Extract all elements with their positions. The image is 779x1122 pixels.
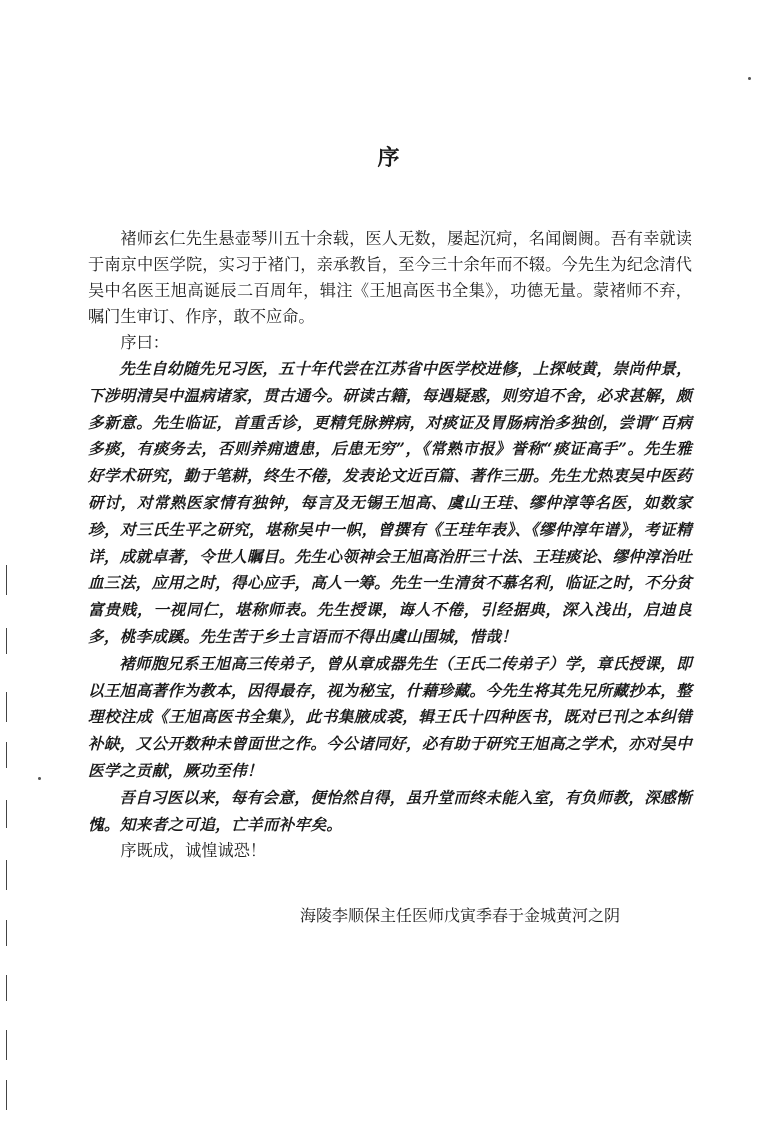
- scan-edge-mark: [6, 742, 7, 768]
- scan-edge-mark: [6, 628, 7, 654]
- scan-edge-mark: [6, 920, 7, 946]
- scan-edge-mark: [6, 1080, 7, 1110]
- paragraph-intro: 褚师玄仁先生悬壶琴川五十余载，医人无数，屡起沉疴，名闻阛阓。吾有幸就读于南京中医学院，实习于褚门，亲承教旨，至今三十余年而不辍。今先生为纪念清代吴中名医王旭高诞辰二百周年，辑注《王旭高医书全集》，功德无量。蒙褚师不弃，嘱门生审订、作序，敢不应命。: [88, 229, 692, 326]
- preface-body: [88, 226, 692, 864]
- scan-edge-mark: [6, 860, 7, 890]
- paragraph-biography: 先生自幼随先兄习医，五十年代尝在江苏省中医学校进修，上探岐黄，崇尚仲景，下涉明清吴中温病诸家，贯古通今。研读古籍，每遇疑惑，则穷追不舍，必求甚解，颇多新意。先生临证，首重舌诊，更精凭脉辨病，对痰证及胃肠病治多独创，尝谓“百病多痰，有痰务去，否则养痈遗患，后患无穷”，《常熟市报》誉称“痰证高手”。先生雅好学术研究，勤于笔耕，终生不倦，发表论文近百篇、著作三册。先生尤热衷吴中医药研讨，对常熟医家情有独钟，每言及无锡王旭高、虞山王珪、缪仲淳等名医，如数家珍，对三氏生平之研究，堪称吴中一帜，曾撰有《王珪年表》、《缪仲淳年谱》，考证精详，成就卓著，令世人瞩目。先生心领神会王旭高治肝三十法、王珪痰论、缪仲淳治吐血三法，应用之时，得心应手，高人一筹。先生一生清贫不慕名利，临证之时，不分贫富贵贱，一视同仁，堪称师表。先生授课，诲人不倦，引经据典，深入浅出，启迪良多，桃李成蹊。先生苦于乡土言语而不得出虞山围城，惜哉！: [88, 359, 692, 646]
- scan-edge-mark: [6, 800, 7, 828]
- paragraph-reflection: 吾自习医以来，每有会意，便怡然自得，虽升堂而终未能入室，有负师教，深感惭愧。知来者之可追，亡羊而补牢矣。: [88, 787, 692, 834]
- scan-edge-mark: [6, 975, 7, 1001]
- scan-edge-mark: [6, 1030, 7, 1060]
- scan-dust-mark: [748, 77, 751, 80]
- scan-edge-mark: [6, 692, 7, 722]
- scan-dust-mark: [38, 777, 41, 780]
- scan-edge-mark: [6, 565, 7, 595]
- page-title: 序: [377, 145, 402, 171]
- paragraph-manuscript: 褚师胞兄系王旭高三传弟子，曾从章成器先生（王氏二传弟子）学，章氏授课，即以王旭高著作为教本，因得最存，视为秘宝，什藉珍藏。今先生将其先兄所藏抄本，整理校注成《王旭高医书全集》，此书集腋成裘，辑王氏十四种医书，既对已刊之本纠错补缺，又公开数种未曾面世之作。今公诸同好，必有助于研究王旭高之学术，亦对吴中医学之贡献，厥功至伟！: [88, 653, 692, 780]
- author-signature: 海陵李顺保主任医师戊寅季春于金城黄河之阴: [300, 906, 621, 925]
- paragraph-closing: 序既成，诚惶诚恐！: [120, 841, 267, 861]
- paragraph-xu-yue: 序曰：: [120, 333, 169, 352]
